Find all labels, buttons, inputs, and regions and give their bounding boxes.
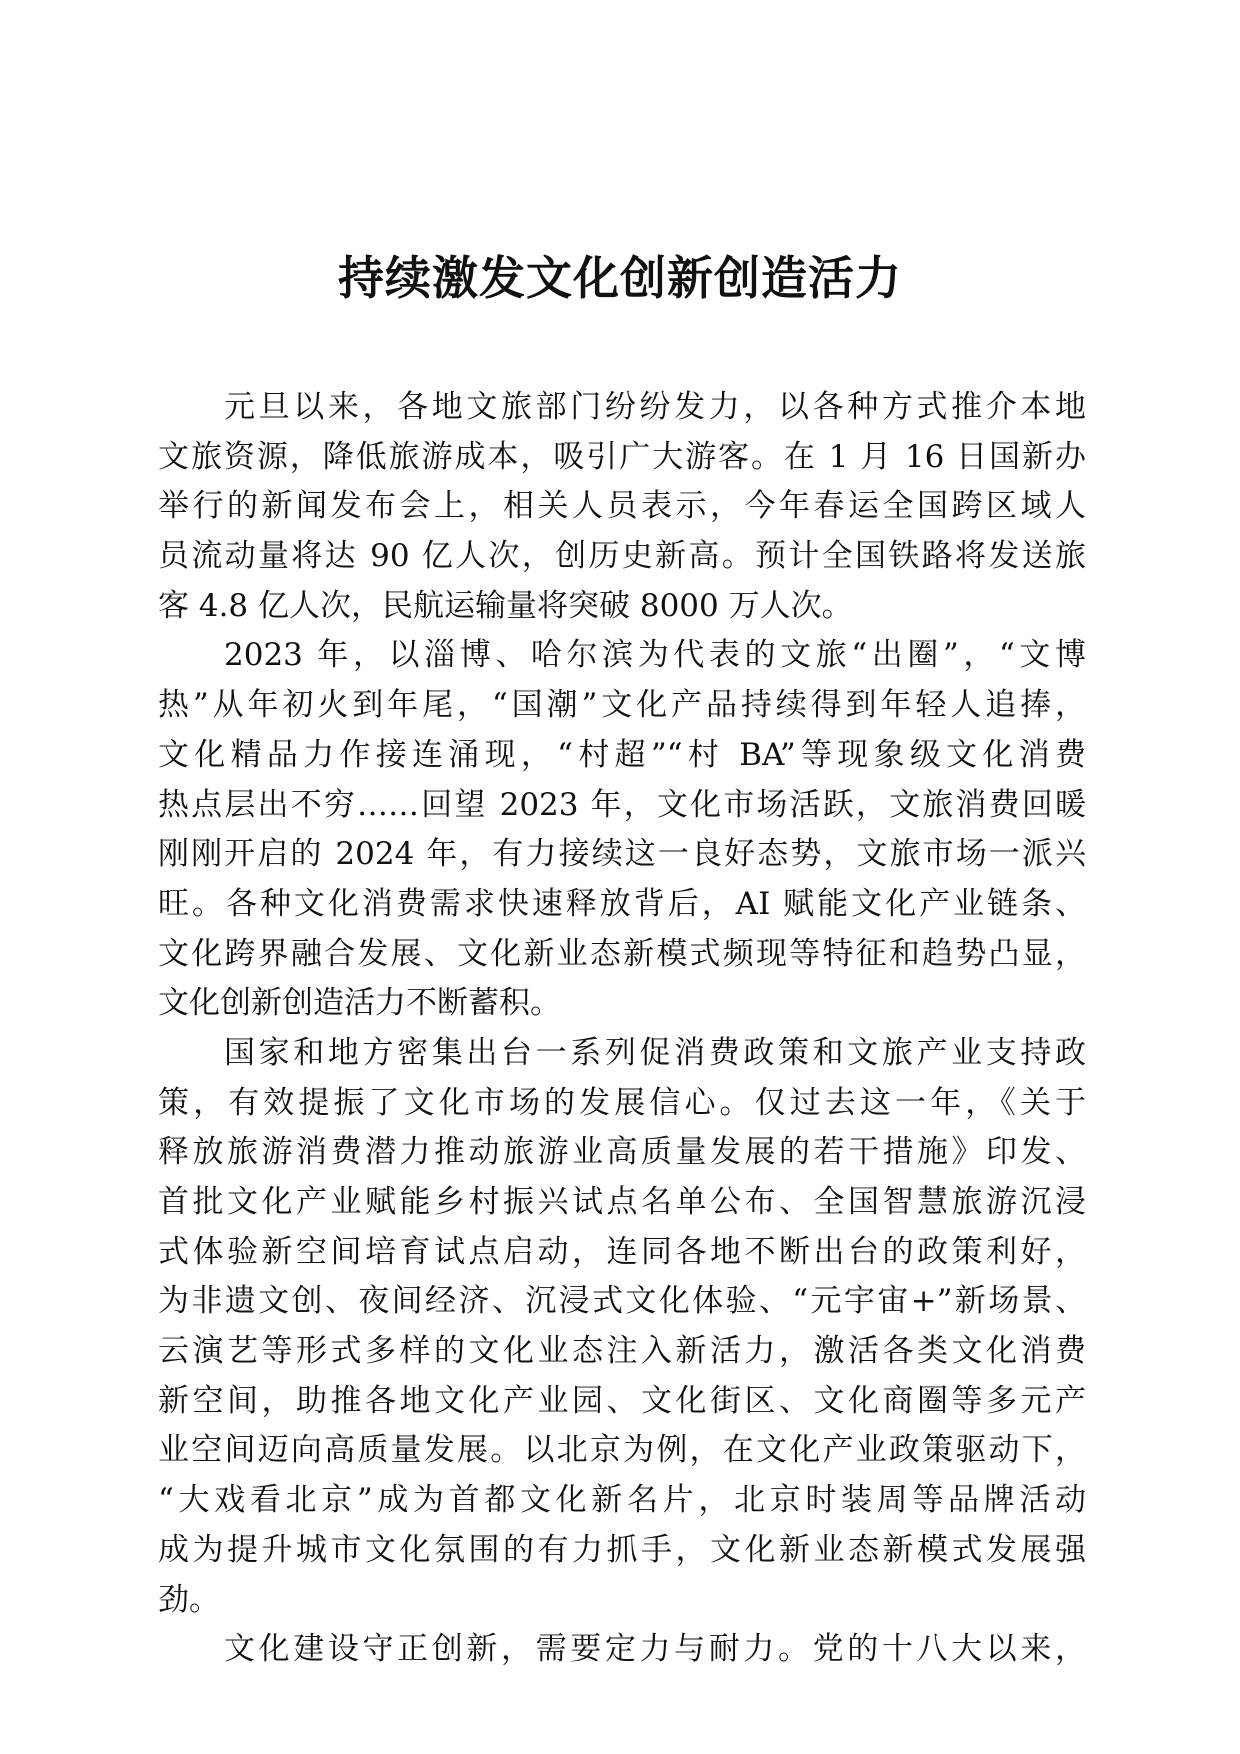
body-line: 旺。各种文化消费需求快速释放背后，AI 赋能文化产业链条、 [158,885,1086,922]
document-title: 持续激发文化创新创造活力 [338,251,902,305]
document-body [158,383,1086,1675]
body-line: 文化跨界融合发展、文化新业态新模式频现等特征和趋势凸显， [158,935,1086,972]
body-line: 为非遗文创、夜间经济、沉浸式文化体验、“元宇宙+”新场景、 [158,1283,1086,1320]
body-line: 刚刚开启的 2024 年，有力接续这一良好态势，文旅市场一派兴 [158,836,1086,873]
body-line: “大戏看北京”成为首都文化新名片，北京时装周等品牌活动 [158,1482,1086,1519]
body-line: 劲。 [158,1581,220,1618]
body-line: 元旦以来，各地文旅部门纷纷发力，以各种方式推介本地 [224,389,1086,425]
body-line: 新空间，助推各地文化产业园、文化街区、文化商圈等多元产 [158,1382,1086,1419]
body-line: 文化精品力作接连涌现，“村超”“村 BA”等现象级文化消费 [158,736,1086,773]
body-line: 国家和地方密集出台一系列促消费政策和文旅产业支持政 [224,1034,1086,1071]
body-line: 式体验新空间培育试点启动，连同各地不断出台的政策利好， [158,1233,1086,1270]
body-line: 举行的新闻发布会上，相关人员表示，今年春运全国跨区域人 [158,488,1086,525]
body-line: 成为提升城市文化氛围的有力抓手，文化新业态新模式发展强 [158,1531,1086,1568]
body-line: 文化建设守正创新，需要定力与耐力。党的十八大以来， [224,1631,1086,1668]
body-line: 释放旅游消费潜力推动旅游业高质量发展的若干措施》印发、 [158,1134,1086,1171]
body-line: 热”从年初火到年尾，“国潮”文化产品持续得到年轻人追捧， [158,687,1086,724]
body-line: 2023 年，以淄博、哈尔滨为代表的文旅“出圈”，“文博 [224,637,1086,674]
body-line: 员流动量将达 90 亿人次，创历史新高。预计全国铁路将发送旅 [158,538,1086,575]
body-line: 云演艺等形式多样的文化业态注入新活力，激活各类文化消费 [158,1333,1086,1370]
body-line: 客 4.8 亿人次，民航运输量将突破 8000 万人次。 [158,587,853,624]
body-line: 文旅资源，降低旅游成本，吸引广大游客。在 1 月 16 日国新办 [158,438,1086,475]
body-line: 热点层出不穷……回望 2023 年，文化市场活跃，文旅消费回暖 [158,786,1086,823]
body-line: 业空间迈向高质量发展。以北京为例，在文化产业政策驱动下， [158,1432,1086,1469]
body-line: 文化创新创造活力不断蓄积。 [158,985,561,1022]
body-line: 首批文化产业赋能乡村振兴试点名单公布、全国智慧旅游沉浸 [158,1184,1086,1220]
body-line: 策，有效提振了文化市场的发展信心。仅过去这一年，《关于 [158,1084,1086,1121]
